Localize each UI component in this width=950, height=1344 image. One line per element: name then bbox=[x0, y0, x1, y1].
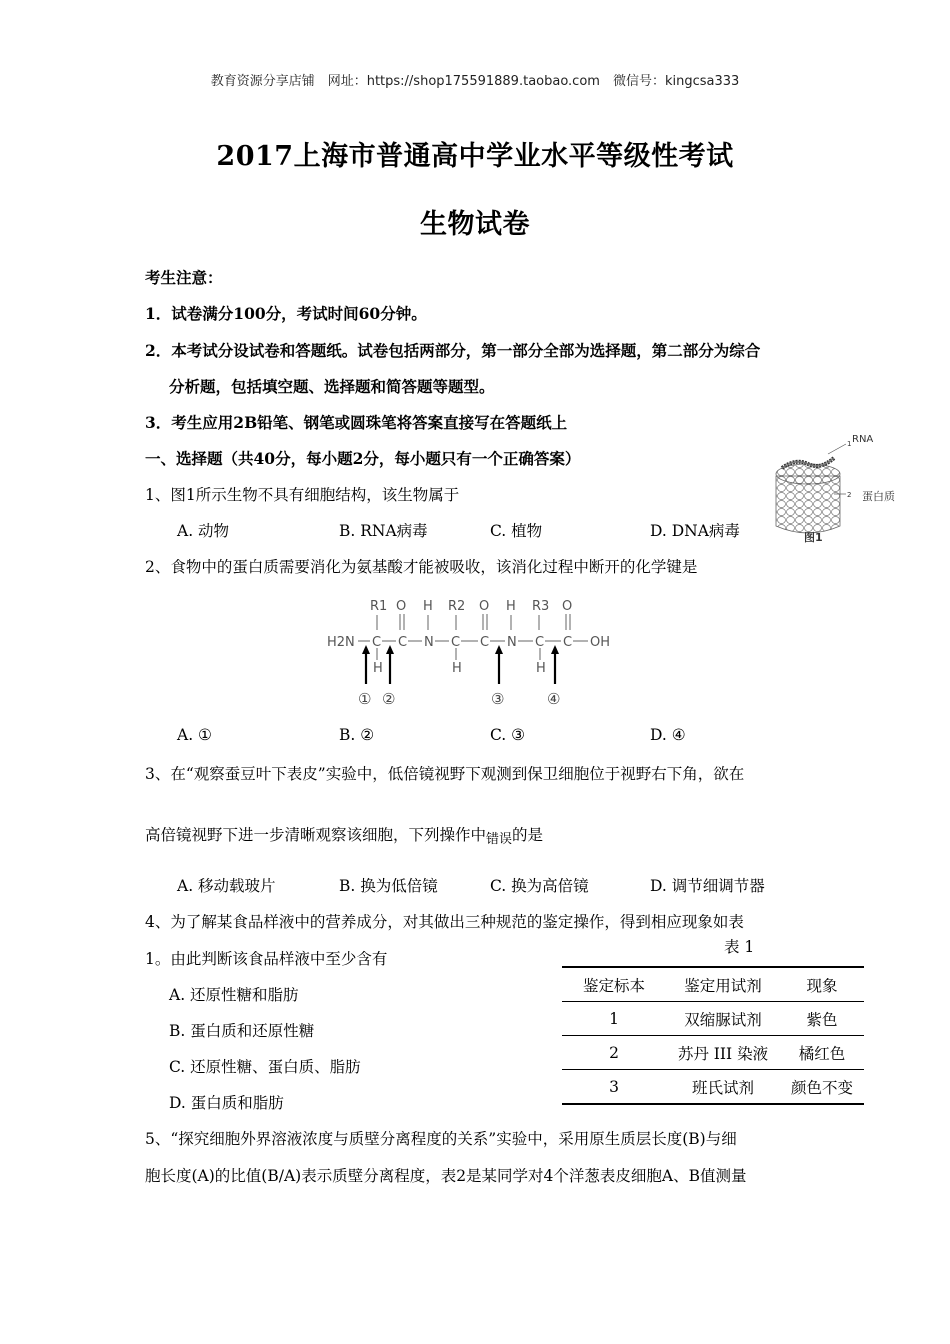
q4-option-d: D. 蛋白质和脂肪 bbox=[169, 1094, 284, 1112]
table-cell: 班氏试剂 bbox=[666, 1070, 780, 1105]
marker-3: ③ bbox=[491, 690, 505, 708]
peptide-o1: O bbox=[396, 599, 407, 614]
q1-option-d: D. DNA病毒 bbox=[650, 522, 740, 540]
q4-option-a: A. 还原性糖和脂肪 bbox=[169, 986, 299, 1004]
q3-option-b: B. 换为低倍镜 bbox=[339, 877, 438, 895]
peptide-n2: N bbox=[507, 635, 517, 650]
q2-option-b: B. ② bbox=[339, 726, 375, 744]
peptide-c5: C bbox=[535, 635, 545, 650]
peptide-h-bottom-2: H bbox=[452, 661, 462, 676]
table-1-caption: 表 1 bbox=[724, 938, 755, 956]
marker-1: ① bbox=[358, 690, 372, 708]
q5-stem-line-2: 胞长度(A)的比值(B/A)表示质壁分离程度，表2是某同学对4个洋葱表皮细胞A、B值测量 bbox=[145, 1167, 747, 1185]
peptide-structure-diagram bbox=[322, 592, 622, 712]
peptide-r3: R3 bbox=[532, 599, 550, 614]
peptide-h-top-2: H bbox=[506, 599, 516, 614]
peptide-c4: C bbox=[480, 635, 490, 650]
figure-1-protein-label: 蛋白质 bbox=[862, 490, 895, 503]
table-header-result: 现象 bbox=[780, 967, 864, 1002]
q2-stem: 2、食物中的蛋白质需要消化为氨基酸才能被吸收，该消化过程中断开的化学键是 bbox=[145, 558, 698, 576]
figure-1-num-2: 2 bbox=[847, 491, 852, 499]
peptide-c1: C bbox=[372, 635, 382, 650]
q3-stem-line-2 bbox=[145, 823, 543, 845]
notice-item-3: 3．考生应用2B铅笔、钢笔或圆珠笔将答案直接写在答题纸上 bbox=[145, 413, 568, 432]
q2-option-c: C. ③ bbox=[490, 726, 526, 744]
q5-stem-line-1: 5、“探究细胞外界溶液浓度与质壁分离程度的关系”实验中，采用原生质层长度(B)与细 bbox=[145, 1130, 737, 1148]
q1-option-a: A. 动物 bbox=[177, 522, 230, 540]
marker-2: ② bbox=[382, 690, 396, 708]
q3-stem-part-c: 的是 bbox=[512, 826, 544, 844]
peptide-h-bottom-3: H bbox=[536, 661, 546, 676]
exam-title: 2017上海市普通高中学业水平等级性考试 bbox=[216, 141, 734, 172]
notice-item-2a: 2．本考试分设试卷和答题纸。试卷包括两部分，第一部分全部为选择题，第二部分为综合 bbox=[145, 341, 761, 360]
peptide-o2: O bbox=[479, 599, 490, 614]
peptide-n1: N bbox=[424, 635, 434, 650]
q1-option-b: B. RNA病毒 bbox=[339, 522, 428, 540]
q1-option-c: C. 植物 bbox=[490, 522, 543, 540]
table-header-sample: 鉴定标本 bbox=[562, 967, 666, 1002]
peptide-r2: R2 bbox=[448, 599, 466, 614]
peptide-h-top-1: H bbox=[423, 599, 433, 614]
q3-stem-part-a: 高倍镜视野下进一步清晰观察该细胞，下列操作中 bbox=[145, 826, 487, 844]
peptide-o3: O bbox=[562, 599, 573, 614]
marker-4: ④ bbox=[547, 690, 561, 708]
notice-heading: 考生注意： bbox=[145, 268, 223, 287]
figure-1-num-1: 1 bbox=[847, 440, 852, 448]
q4-stem-line-1: 4、为了解某食品样液中的营养成分，对其做出三种规范的鉴定操作，得到相应现象如表 bbox=[145, 913, 744, 931]
peptide-r1: R1 bbox=[370, 599, 388, 614]
figure-1-rna-label: RNA bbox=[852, 434, 874, 445]
q3-option-c: C. 换为高倍镜 bbox=[490, 877, 589, 895]
table-cell: 颜色不变 bbox=[780, 1070, 864, 1105]
q4-stem-line-2: 1。由此判断该食品样液中至少含有 bbox=[145, 950, 388, 968]
peptide-h2n: H2N bbox=[327, 635, 355, 650]
table-cell: 2 bbox=[562, 1036, 666, 1070]
q2-option-d: D. ④ bbox=[650, 726, 686, 744]
peptide-h-bottom-1: H bbox=[373, 661, 383, 676]
section-1-heading: 一、选择题（共40分，每小题2分，每小题只有一个正确答案） bbox=[145, 449, 581, 468]
q3-stem-line-1: 3、在“观察蚕豆叶下表皮”实验中，低倍镜视野下观测到保卫细胞位于视野右下角，欲在 bbox=[145, 765, 745, 783]
table-header-reagent: 鉴定用试剂 bbox=[666, 967, 780, 1002]
q3-stem-emphasis: 错误 bbox=[486, 832, 513, 847]
table-cell: 紫色 bbox=[780, 1002, 864, 1036]
figure-1-caption: 图1 bbox=[804, 531, 823, 544]
notice-item-1: 1．试卷满分100分，考试时间60分钟。 bbox=[145, 304, 427, 323]
q3-option-a: A. 移动载玻片 bbox=[177, 877, 276, 895]
peptide-c6: C bbox=[563, 635, 573, 650]
table-cell: 橘红色 bbox=[780, 1036, 864, 1070]
q3-option-d: D. 调节细调节器 bbox=[650, 877, 765, 895]
q4-option-c: C. 还原性糖、蛋白质、脂肪 bbox=[169, 1058, 361, 1076]
figure-1-virus bbox=[768, 428, 908, 548]
q2-option-a: A. ① bbox=[177, 726, 212, 744]
exam-subtitle: 生物试卷 bbox=[420, 209, 530, 240]
peptide-oh: OH bbox=[590, 635, 611, 650]
q4-option-b: B. 蛋白质和还原性糖 bbox=[169, 1022, 315, 1040]
q1-stem: 1、图1所示生物不具有细胞结构，该生物属于 bbox=[145, 486, 460, 504]
peptide-c3: C bbox=[451, 635, 461, 650]
table-1 bbox=[562, 966, 864, 1105]
notice-item-2b: 分析题，包括填空题、选择题和简答题等题型。 bbox=[169, 377, 495, 396]
table-cell: 3 bbox=[562, 1070, 666, 1105]
peptide-c2: C bbox=[398, 635, 408, 650]
table-cell: 苏丹 III 染液 bbox=[666, 1036, 780, 1070]
table-cell: 1 bbox=[562, 1002, 666, 1036]
table-cell: 双缩脲试剂 bbox=[666, 1002, 780, 1036]
page-header: 教育资源分享店铺 网址：https://shop175591889.taobao.com 微信号：kingcsa333 bbox=[210, 74, 740, 89]
